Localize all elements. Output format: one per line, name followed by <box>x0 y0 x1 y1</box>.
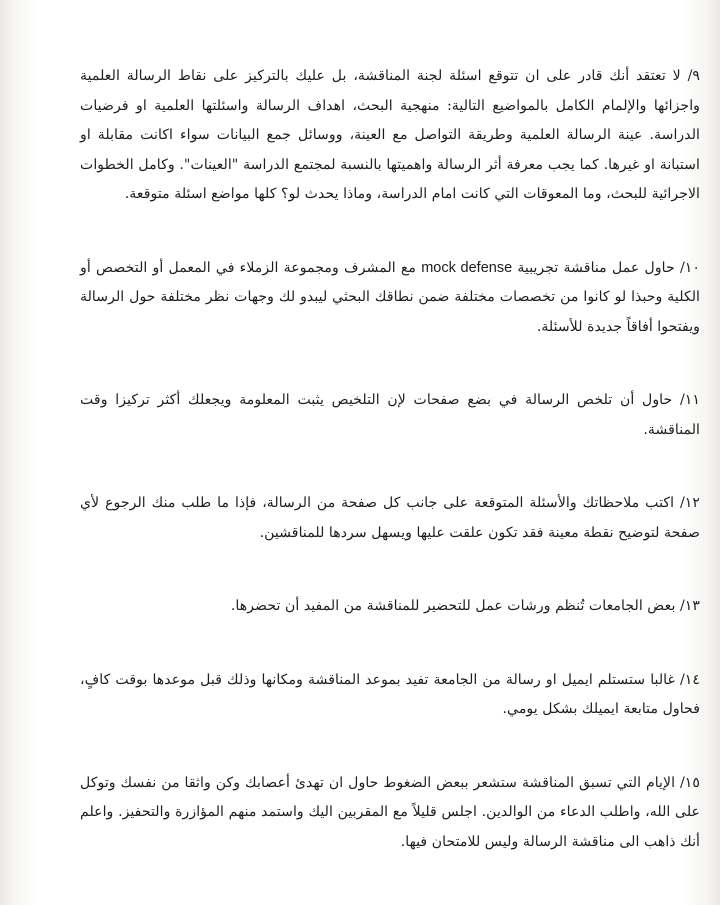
tip-text: حاول أن تلخص الرسالة في بضع صفحات لإن التلخيص يثبت المعلومة ويجعلك أكثر تركيزا وقت المناقشة. <box>80 392 700 438</box>
tip-text: اكتب ملاحظاتك والأسئلة المتوقعة على جانب كل صفحة من الرسالة، فإذا ما طلب منك الرجوع لأي صفحة لتوضيح نقطة معينة فقد تكون علقت عليها ويسهل سردها للمناقشين. <box>80 495 700 541</box>
tip-paragraph-12 <box>80 489 700 548</box>
tip-text: حاول عمل مناقشة تجريبية <box>517 259 675 276</box>
tip-number: ٩/ <box>687 68 700 84</box>
tip-text: غالبا ستستلم ايميل او رسالة من الجامعة تفيد بموعد المناقشة ومكانها وذلك قبل موعدها بوقت كافٍ، فحاول متابعة ايميلك بشكل يومي. <box>80 671 700 717</box>
tip-text: لا تعتقد أنك قادر على ان تتوقع اسئلة لجنة المناقشة، بل عليك بالتركيز على نقاط الرسالة العلمية واجزائها والإلمام الكامل بالمواضيع التالية: منهجية البحث، اهداف الرسالة واسئلتها العلمية او فرضيات الدراسة. عينة الرسالة العلمية وطريقة التواصل مع العينة، ووسائل جمع البيانات سواء اكانت مقابلة او استبانة او غيرها. كما يجب معرفة أثر الرسالة واهميتها بالنسبة لمجتمع الدراسة "العينات". وكامل الخطوات الاجرائية للبحث، وما المعوقات التي كانت امام الدراسة، وماذا يحدث لو؟ كلها مواضع اسئلة متوقعة. <box>80 68 700 202</box>
english-term: mock defense <box>421 259 513 276</box>
tip-text: مع المشرف ومجموعة الزملاء في المعمل أو التخصص أو الكلية وحبذا لو كانوا من تخصصات مختلفة ضمن نطاقك البحثي ليبدو لك وجهات نظر مختلفة حول الرسالة ويفتحوا أفاقاً جديدة للأسئلة. <box>80 259 700 335</box>
document-body <box>80 62 700 901</box>
tip-text: الإيام التي تسبق المناقشة ستشعر ببعض الضغوط حاول ان تهدئ أعصابك وكن واثقا من نفسك وتوكل على الله، واطلب الدعاء من الوالدين. اجلس قليلاً مع المقربين اليك واستمد منهم المؤازرة والتحفيز. واعلم أنك ذاهب الى مناقشة الرسالة وليس للامتحان فيها. <box>80 774 700 850</box>
tip-paragraph-15 <box>80 769 700 858</box>
tip-number: ١٢/ <box>679 495 700 511</box>
tip-paragraph-9 <box>80 62 700 210</box>
tip-paragraph-10 <box>80 254 700 343</box>
tip-number: ١٥/ <box>679 774 700 791</box>
tip-paragraph-11 <box>80 386 700 445</box>
tip-paragraph-13 <box>80 592 700 622</box>
tip-number: ١٠/ <box>679 259 700 276</box>
tip-number: ١٣/ <box>679 598 700 614</box>
tip-paragraph-14 <box>80 666 700 725</box>
tip-number: ١١/ <box>679 392 700 408</box>
tip-text: بعض الجامعات تُنظم ورشات عمل للتحضير للمناقشة من المفيد أن تحضرها. <box>230 598 676 614</box>
tip-number: ١٤/ <box>679 671 700 688</box>
